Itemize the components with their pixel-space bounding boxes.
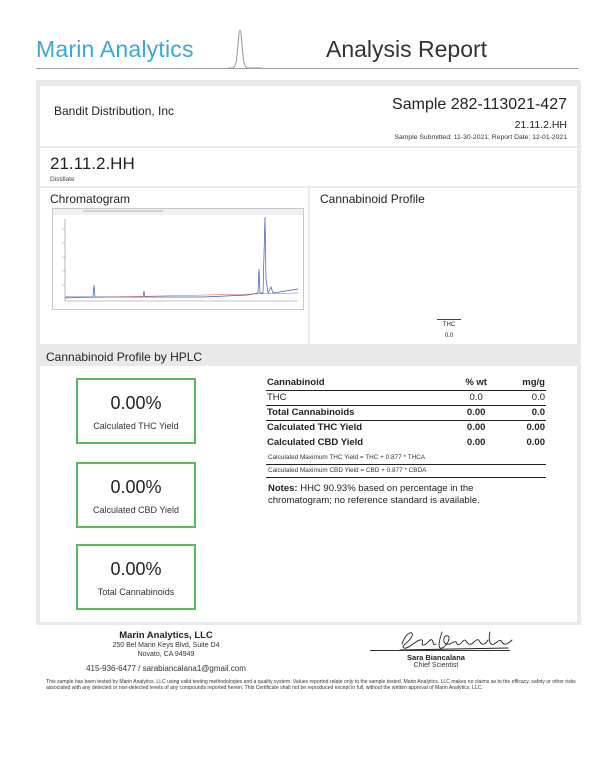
disclaimer: This sample has been tested by Marin Analytics, LLC using valid testing methodologies and a quality system. Values reported relate only to the sample tested. Marin Analytics, LLC makes no claims as to the efficacy, safety or other risks associated with any detected or non-detected levels of any compounds reported herein. This Certificate shall not be reproduced except in full, without the written approval of Marin Analytics, LLC. [46, 679, 576, 692]
signature-line [370, 650, 510, 651]
report-footer [36, 630, 581, 676]
chromatogram-box [40, 188, 308, 344]
formula-divider [266, 477, 546, 478]
client-box [40, 86, 577, 146]
cell-pct: 0.00 [466, 422, 486, 434]
chromatogram-image [52, 208, 304, 310]
product-box [40, 148, 577, 186]
signer-name: Sara Biancalana [407, 653, 465, 662]
stat-value: 0.00% [110, 559, 162, 579]
stat-label: Total Cannabinoids [97, 587, 175, 597]
col-pct-wt: % wt [454, 375, 499, 390]
sample-dates: Sample Submitted: 11-30-2021; Report Date: 12-01-2021 [394, 134, 567, 141]
chromatogram-plot [53, 209, 303, 309]
stat-cbd-yield [76, 462, 196, 528]
profile-value-label: 0.0 [444, 333, 454, 339]
footer-address-2: Novato, CA 94949 [137, 651, 195, 658]
footer-address-1: 250 Bel Marin Keys Blvd, Suite D4 [112, 642, 220, 649]
chromatogram-title: Chromatogram [50, 192, 131, 206]
cell-mg: 0.0 [499, 390, 546, 405]
sample-number: Sample 282-113021-427 [392, 96, 567, 113]
footer-company: Marin Analytics, LLC [119, 630, 213, 641]
stat-value: 0.00% [110, 477, 162, 497]
report-header [0, 0, 605, 90]
report-body [36, 80, 581, 625]
table-row [266, 390, 546, 405]
notes [268, 483, 538, 507]
svg-text:·: · [139, 284, 140, 288]
cell-mg: 0.00 [526, 437, 545, 448]
profile-title: Cannabinoid Profile [320, 192, 425, 206]
cell-name: THC [266, 390, 454, 405]
cannabinoid-table [266, 375, 546, 450]
stat-label: Calculated CBD Yield [92, 505, 180, 515]
brand-logo-text: Marin Analytics [36, 36, 194, 62]
formula-divider [266, 464, 546, 465]
table-header-row [266, 375, 546, 390]
hplc-title-box [40, 346, 577, 364]
cell-pct: 0.0 [454, 390, 499, 405]
stat-total-cannabinoids [76, 544, 196, 610]
stat-thc-yield [76, 378, 196, 444]
profile-box [310, 188, 577, 344]
profile-category-label: THC [442, 322, 456, 328]
cell-name: Calculated CBD Yield [267, 437, 364, 448]
col-cannabinoid: Cannabinoid [266, 375, 454, 390]
table-row [266, 420, 546, 435]
cell-pct: 0.00 [454, 405, 499, 420]
hplc-box [40, 366, 577, 622]
signer-role: Chief Scientist [413, 662, 459, 669]
peak-logo-icon [228, 26, 262, 70]
cell-name: Calculated THC Yield [267, 422, 363, 434]
report-title: Analysis Report [326, 36, 488, 62]
formula-thc: Calculated Maximum THC Yield = THC + 0.877 * THCA [268, 454, 425, 461]
profile-axis [437, 319, 461, 320]
notes-label: Notes: [268, 483, 298, 494]
sample-code: 21.11.2.HH [514, 119, 567, 131]
svg-text:·: · [89, 278, 90, 282]
stat-label: Calculated THC Yield [93, 421, 179, 431]
cell-name: Total Cannabinoids [266, 405, 454, 420]
table-row [266, 405, 546, 420]
cell-mg: 0.0 [499, 405, 546, 420]
hplc-title: Cannabinoid Profile by HPLC [46, 350, 203, 364]
product-id: 21.11.2.HH [50, 154, 135, 173]
footer-contact: 415-936-6477 / sarabiancalana1@gmail.com [86, 664, 246, 673]
signature-image [396, 626, 516, 652]
cell-pct: 0.00 [466, 437, 486, 448]
formula-cbd: Calculated Maximum CBD Yield = CBD + 0.877 * CBDA [268, 467, 427, 474]
product-type: Distillate [50, 176, 75, 183]
stat-value: 0.00% [110, 393, 162, 413]
cell-mg: 0.00 [526, 422, 545, 434]
table-row [266, 435, 546, 450]
col-mg-g: mg/g [499, 375, 546, 390]
client-name: Bandit Distribution, Inc [54, 104, 175, 118]
notes-text: HHC 90.93% based on percentage in the chromatogram; no reference standard is available. [268, 483, 480, 506]
header-divider [36, 68, 578, 69]
